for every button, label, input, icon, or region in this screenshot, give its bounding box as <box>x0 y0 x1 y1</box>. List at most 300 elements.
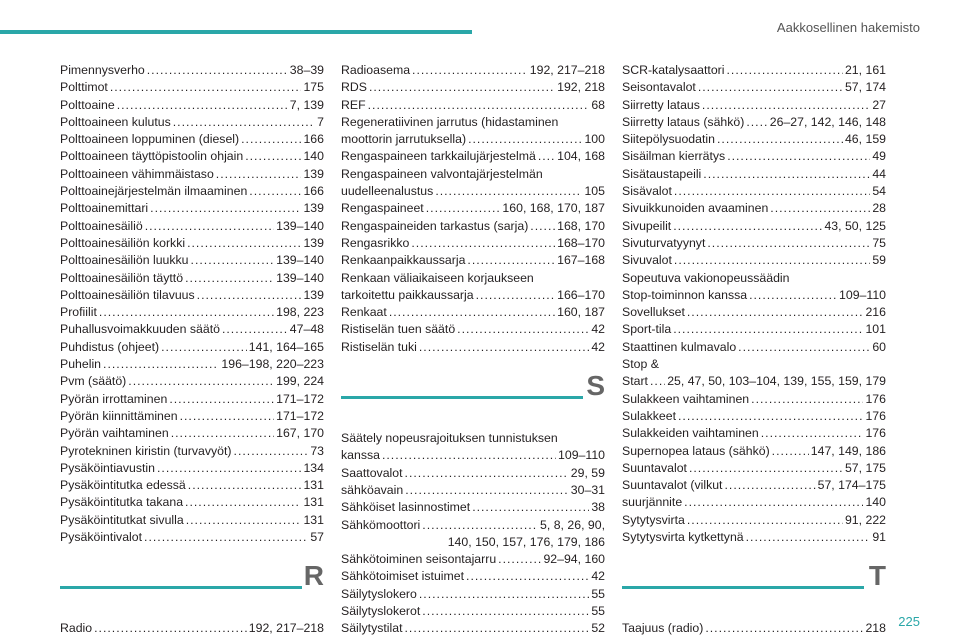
index-entry <box>622 114 886 131</box>
index-term: Sivuikkunoiden avaaminen <box>622 201 769 216</box>
index-pages: 171–172 <box>276 408 324 423</box>
index-pages: 139 <box>303 201 324 216</box>
index-pages: 139 <box>303 287 324 302</box>
index-column-3 <box>622 62 886 638</box>
dot-leader <box>171 425 274 442</box>
dot-leader <box>468 131 582 148</box>
index-pages: 199, 224 <box>276 374 324 389</box>
index-pages: 27 <box>872 97 886 112</box>
index-entry <box>60 304 324 321</box>
index-entry <box>341 131 605 148</box>
index-pages: 100 <box>584 132 605 147</box>
dot-leader <box>673 218 822 235</box>
index-term: Pysäköintitutkat sivulla <box>60 512 184 527</box>
index-term: Radioasema <box>341 63 411 77</box>
index-entry <box>341 200 605 217</box>
index-entry <box>60 200 324 217</box>
index-pages: 139–140 <box>276 218 324 233</box>
index-term: Sport-tila <box>622 322 672 337</box>
section-letter: T <box>868 560 886 592</box>
section-rule <box>341 396 583 399</box>
index-term: Regeneratiivinen jarrutus (hidastaminen <box>341 114 559 129</box>
index-term: Profiilit <box>60 305 97 320</box>
index-pages: 73 <box>310 443 324 458</box>
index-pages-continued: 140, 150, 157, 176, 179, 186 <box>447 534 605 549</box>
index-term: RDS <box>341 80 367 95</box>
index-entry <box>622 304 886 321</box>
index-term: Sulakkeen vaihtaminen <box>622 391 750 406</box>
dot-leader <box>405 482 569 499</box>
index-term: Pvm (säätö) <box>60 374 127 389</box>
index-pages: 21, 161 <box>844 63 886 77</box>
index-entry <box>60 339 324 356</box>
index-term: Pyörän irrottaminen <box>60 391 168 406</box>
index-pages: 167–168 <box>557 253 605 268</box>
index-entry <box>341 551 605 568</box>
dot-leader <box>161 339 247 356</box>
index-pages: 55 <box>591 604 605 619</box>
index-pages: 26–27, 142, 146, 148 <box>769 114 886 129</box>
index-term: Polttoainesäiliön luukku <box>60 253 189 268</box>
index-pages: 60 <box>872 339 886 354</box>
index-pages: 75 <box>872 235 886 250</box>
dot-leader <box>698 79 843 96</box>
index-term: Taajuus (radio) <box>622 621 704 636</box>
dot-leader <box>457 321 589 338</box>
index-term: sähköavain <box>341 482 404 497</box>
index-entry <box>341 482 605 499</box>
index-pages: 104, 168 <box>557 149 605 164</box>
index-entry <box>60 287 324 304</box>
index-entry <box>341 235 605 252</box>
dot-leader <box>173 114 315 131</box>
dot-leader <box>368 97 590 114</box>
index-term: Polttoainesäiliön tilavuus <box>60 287 195 302</box>
index-pages: 196–198, 220–223 <box>221 357 324 372</box>
index-term: Stop & <box>622 357 659 372</box>
dot-leader <box>530 218 555 235</box>
dot-leader <box>412 62 528 79</box>
index-entry <box>60 494 324 511</box>
dot-leader <box>103 356 219 373</box>
dot-leader <box>689 460 843 477</box>
index-entry <box>60 477 324 494</box>
index-pages: 171–172 <box>276 391 324 406</box>
index-entry-line <box>341 430 605 447</box>
index-entry <box>60 183 324 200</box>
index-entry <box>622 183 886 200</box>
index-pages: 105 <box>584 184 605 199</box>
dot-leader <box>687 512 843 529</box>
dot-leader <box>761 425 864 442</box>
dot-leader <box>749 287 837 304</box>
index-term: Pimennysverho <box>60 63 145 77</box>
index-term: moottorin jarrutuksella) <box>341 132 467 147</box>
index-term: Sulakkeiden vaihtaminen <box>622 426 759 441</box>
index-term: Sivuturvatyynyt <box>622 235 706 250</box>
index-pages: 38–39 <box>289 63 324 77</box>
dot-leader <box>180 408 275 425</box>
dot-leader <box>684 494 863 511</box>
index-entry <box>622 460 886 477</box>
dot-leader <box>245 148 301 165</box>
dot-leader <box>746 114 767 131</box>
index-term: Pysäköintivalot <box>60 530 143 545</box>
index-pages: 167, 170 <box>276 426 324 441</box>
index-pages: 91, 222 <box>844 512 886 527</box>
index-entry <box>622 200 886 217</box>
index-term: Suuntavalot (vilkut <box>622 478 723 493</box>
index-entry <box>60 79 324 96</box>
dot-leader <box>727 148 870 165</box>
dot-leader <box>727 62 843 79</box>
index-pages: 52 <box>591 621 605 636</box>
index-term: Suuntavalot <box>622 460 687 475</box>
index-term: Pyrotekninen kiristin (turvavyöt) <box>60 443 232 458</box>
dot-leader <box>147 62 288 79</box>
index-pages: 42 <box>591 322 605 337</box>
index-entry <box>60 321 324 338</box>
dot-leader <box>188 477 302 494</box>
index-pages: 140 <box>303 149 324 164</box>
index-term: Rengaspaineen valvontajärjestelmän <box>341 166 543 181</box>
index-term: Pyörän vaihtaminen <box>60 426 169 441</box>
index-term: Polttoainesäiliön täyttö <box>60 270 184 285</box>
index-pages: 49 <box>872 149 886 164</box>
dot-leader <box>117 97 288 114</box>
index-pages: 192, 217–218 <box>529 63 605 77</box>
index-pages: 54 <box>872 184 886 199</box>
index-entry <box>622 252 886 269</box>
index-term: Rengaspaineen tarkkailujärjestelmä <box>341 149 536 164</box>
dot-leader <box>150 200 301 217</box>
index-pages: 218 <box>865 621 886 636</box>
index-pages: 160, 187 <box>557 305 605 320</box>
dot-leader <box>426 200 501 217</box>
index-pages: 44 <box>872 166 886 181</box>
dot-leader <box>467 252 555 269</box>
index-pages: 139 <box>303 166 324 181</box>
index-pages: 140 <box>865 495 886 510</box>
index-term: Säilytyslokero <box>341 586 417 601</box>
dot-leader <box>249 183 301 200</box>
section-divider <box>341 370 605 430</box>
dot-leader <box>770 200 870 217</box>
index-entry <box>341 568 605 585</box>
index-term: Puhelin <box>60 357 102 372</box>
index-term: Rengaspaineiden tarkastus (sarja) <box>341 218 529 233</box>
index-entry-line <box>341 166 605 183</box>
index-entry <box>341 586 605 603</box>
index-entry <box>341 620 605 637</box>
index-entry <box>341 218 605 235</box>
index-entry <box>622 287 886 304</box>
section-rule <box>60 586 302 589</box>
index-term: Pysäköintitutka edessä <box>60 478 186 493</box>
dot-leader <box>724 477 815 494</box>
index-entry <box>341 79 605 96</box>
dot-leader <box>241 131 301 148</box>
dot-leader <box>187 235 301 252</box>
index-term: Säilytyslokerot <box>341 604 421 619</box>
dot-leader <box>186 512 302 529</box>
index-entry <box>622 443 886 460</box>
index-entry-line <box>341 270 605 287</box>
page-number: 225 <box>898 614 920 629</box>
dot-leader <box>197 287 302 304</box>
index-entry <box>341 148 605 165</box>
index-term: Pysäköintitutka takana <box>60 495 184 510</box>
index-entry <box>60 356 324 373</box>
section-divider <box>60 560 324 620</box>
index-pages: 57, 174 <box>844 80 886 95</box>
index-pages: 134 <box>303 460 324 475</box>
index-term: Sovellukset <box>622 305 685 320</box>
index-pages: 139 <box>303 235 324 250</box>
index-pages: 176 <box>865 391 886 406</box>
index-entry <box>60 131 324 148</box>
index-term: Säätely nopeusrajoituksen tunnistuksen <box>341 431 558 446</box>
index-entry <box>341 304 605 321</box>
index-pages: 166 <box>303 132 324 147</box>
index-entry <box>341 62 605 79</box>
index-entry <box>622 408 886 425</box>
index-entry-line <box>622 356 886 373</box>
index-pages: 131 <box>303 512 324 527</box>
section-divider <box>622 560 886 620</box>
dot-leader <box>422 603 589 620</box>
index-pages: 59 <box>872 253 886 268</box>
index-entry <box>60 148 324 165</box>
dot-leader <box>145 218 274 235</box>
index-term: Siirretty lataus <box>622 97 700 112</box>
index-pages: 166–170 <box>557 287 605 302</box>
index-term: Sähkötoimiset istuimet <box>341 569 465 584</box>
index-term: Stop-toiminnon kanssa <box>622 287 748 302</box>
index-term: Sopeutuva vakionopeussäädin <box>622 270 790 285</box>
index-term: Radio <box>60 621 93 636</box>
index-entry <box>60 408 324 425</box>
index-term: Polttoaineen kulutus <box>60 114 171 129</box>
index-entry <box>622 391 886 408</box>
index-pages: 147, 149, 186 <box>810 443 886 458</box>
index-pages: 198, 223 <box>276 305 324 320</box>
index-pages: 175 <box>303 80 324 95</box>
dot-leader <box>705 620 863 637</box>
dot-leader <box>687 304 864 321</box>
index-pages: 176 <box>865 408 886 423</box>
index-term: Polttoaineen loppuminen (diesel) <box>60 132 240 147</box>
index-entry <box>622 494 886 511</box>
index-pages: 38 <box>591 500 605 515</box>
index-entry <box>60 512 324 529</box>
index-entry <box>341 97 605 114</box>
index-entry <box>60 391 324 408</box>
index-entry <box>622 97 886 114</box>
index-pages: 57 <box>310 530 324 545</box>
section-letter: R <box>303 560 324 592</box>
index-entry <box>60 620 324 637</box>
dot-leader <box>411 235 555 252</box>
index-entry <box>60 114 324 131</box>
index-entry <box>60 252 324 269</box>
index-term: Polttoaine <box>60 97 115 112</box>
index-pages: 216 <box>865 305 886 320</box>
index-pages: 68 <box>591 97 605 112</box>
index-pages: 47–48 <box>289 322 324 337</box>
dot-leader <box>772 443 809 460</box>
dot-leader <box>472 499 589 516</box>
dot-leader <box>216 166 302 183</box>
dot-leader <box>169 391 274 408</box>
dot-leader <box>234 443 309 460</box>
index-pages: 109–110 <box>839 287 886 302</box>
dot-leader <box>389 304 555 321</box>
index-entry <box>622 620 886 637</box>
index-term: Supernopea lataus (sähkö) <box>622 443 770 458</box>
dot-leader <box>703 166 870 183</box>
index-pages: 57, 175 <box>844 460 886 475</box>
index-term: Sähkömoottori <box>341 517 421 532</box>
index-entry <box>60 62 324 79</box>
index-pages: 131 <box>303 478 324 493</box>
index-entry <box>341 447 605 464</box>
index-pages: 131 <box>303 495 324 510</box>
dot-leader <box>191 252 275 269</box>
index-entry <box>622 339 886 356</box>
index-entry-line <box>622 270 886 287</box>
index-term: Renkaan väliaikaiseen korjaukseen <box>341 270 534 285</box>
dot-leader <box>157 460 301 477</box>
index-term: Polttimot <box>60 80 108 95</box>
index-term: Start <box>622 374 648 389</box>
index-term: Puhdistus (ohjeet) <box>60 339 160 354</box>
index-term: Sisätaustapeili <box>622 166 702 181</box>
index-pages: 29, 59 <box>570 465 605 480</box>
index-term: Ristiselän tuki <box>341 339 417 354</box>
index-pages: 91 <box>872 530 886 545</box>
index-entry <box>341 252 605 269</box>
index-term: Renkaat <box>341 305 387 320</box>
index-pages: 160, 168, 170, 187 <box>502 201 605 216</box>
index-entry <box>341 499 605 516</box>
dot-leader <box>702 97 870 114</box>
index-entry <box>60 443 324 460</box>
dot-leader <box>746 529 871 546</box>
index-entry <box>622 218 886 235</box>
index-entry <box>60 460 324 477</box>
dot-leader <box>476 287 556 304</box>
index-term: Sivuvalot <box>622 253 672 268</box>
section-letter: S <box>586 370 605 402</box>
index-term: Polttoainemittari <box>60 201 149 216</box>
index-entry <box>622 321 886 338</box>
index-entry <box>622 166 886 183</box>
index-term: Sulakkeet <box>622 408 677 423</box>
dot-leader <box>717 131 843 148</box>
index-entry <box>341 287 605 304</box>
index-pages: 141, 164–165 <box>248 339 324 354</box>
index-pages: 92–94, 160 <box>543 552 605 567</box>
index-entry <box>622 131 886 148</box>
index-term: REF <box>341 97 366 112</box>
index-pages: 42 <box>591 569 605 584</box>
index-term: Rengasrikko <box>341 235 410 250</box>
index-term: uudelleenalustus <box>341 184 434 199</box>
index-term: Siitepölysuodatin <box>622 132 715 147</box>
index-entry <box>341 183 605 200</box>
index-term: Siirretty lataus (sähkö) <box>622 114 745 129</box>
dot-leader <box>435 183 582 200</box>
index-entry <box>622 425 886 442</box>
dot-leader <box>185 494 301 511</box>
index-entry <box>60 373 324 390</box>
index-term: Ristiselän tuen säätö <box>341 322 456 337</box>
index-term: Polttoainejärjestelmän ilmaaminen <box>60 184 248 199</box>
index-pages: 30–31 <box>570 482 605 497</box>
index-term: Sytytysvirta <box>622 512 685 527</box>
dot-leader <box>650 373 665 390</box>
dot-leader <box>673 321 863 338</box>
index-entry <box>622 148 886 165</box>
index-pages: 168–170 <box>557 235 605 250</box>
index-entry <box>60 425 324 442</box>
dot-leader <box>538 148 555 165</box>
index-pages: 139–140 <box>276 270 324 285</box>
index-term: Rengaspaineet <box>341 201 424 216</box>
index-term: SCR-katalysaattori <box>622 63 725 77</box>
index-term: Sähköiset lasinnostimet <box>341 500 471 515</box>
dot-leader <box>382 447 556 464</box>
index-pages: 168, 170 <box>557 218 605 233</box>
index-entry <box>341 321 605 338</box>
dot-leader <box>466 568 589 585</box>
dot-leader <box>405 465 569 482</box>
dot-leader <box>419 339 589 356</box>
index-pages: 28 <box>872 201 886 216</box>
index-term: Sähkötoiminen seisontajarru <box>341 552 497 567</box>
index-pages: 139–140 <box>276 253 324 268</box>
dot-leader <box>707 235 870 252</box>
index-entry <box>60 529 324 546</box>
index-term: Saattovalot <box>341 465 403 480</box>
dot-leader <box>369 79 555 96</box>
index-term: Staattinen kulmavalo <box>622 339 737 354</box>
index-term: Polttoaineen täyttöpistoolin ohjain <box>60 149 244 164</box>
index-pages: 7, 139 <box>289 97 324 112</box>
header-accent-bar <box>0 30 472 34</box>
index-entry <box>60 166 324 183</box>
index-pages: 43, 50, 125 <box>824 218 886 233</box>
index-term: Polttoainesäiliö <box>60 218 143 233</box>
index-term: kanssa <box>341 448 380 463</box>
index-entry-line <box>341 114 605 131</box>
dot-leader <box>678 408 863 425</box>
index-column-2 <box>341 62 605 638</box>
dot-leader <box>498 551 541 568</box>
index-column-1 <box>60 62 324 638</box>
index-term: Pysäköintiavustin <box>60 460 156 475</box>
dot-leader <box>144 529 308 546</box>
index-term: suurjännite <box>622 495 683 510</box>
index-entry <box>622 529 886 546</box>
index-term: Pyörän kiinnittäminen <box>60 408 178 423</box>
index-pages: 176 <box>865 426 886 441</box>
dot-leader <box>674 183 870 200</box>
index-entry <box>341 465 605 482</box>
index-pages: 109–110 <box>558 448 605 463</box>
index-term: Sivupeilit <box>622 218 672 233</box>
